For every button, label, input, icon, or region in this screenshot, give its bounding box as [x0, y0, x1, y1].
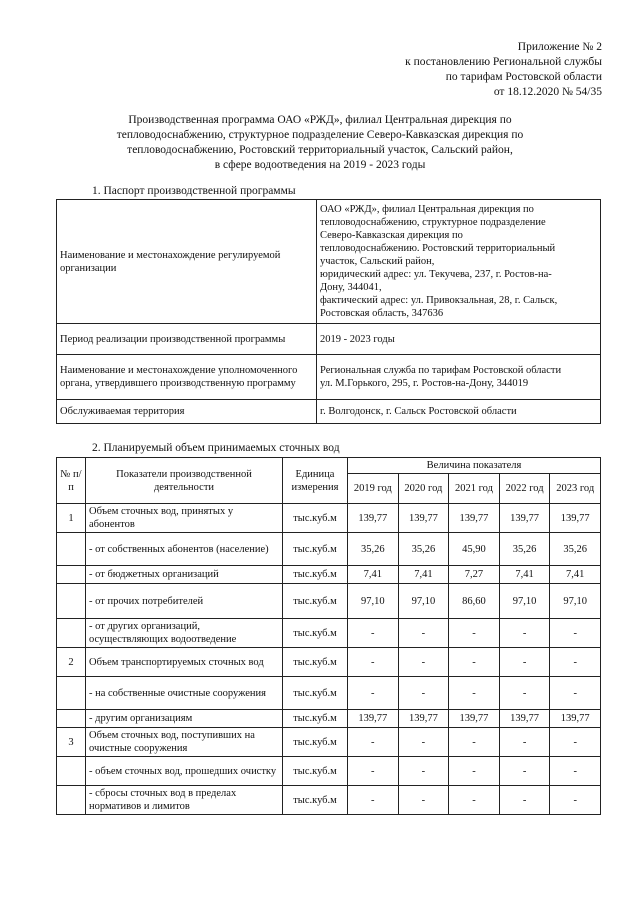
- row-value: 97,10: [398, 584, 449, 619]
- row-name: - от бюджетных организаций: [86, 566, 283, 584]
- row-value: -: [499, 757, 550, 786]
- passport-row: [57, 200, 601, 324]
- value-line: фактический адрес: ул. Привокзальная, 28, г. Сальск,: [320, 295, 558, 306]
- appendix-line: от 18.12.2020 № 54/35: [493, 86, 602, 98]
- row-value: -: [398, 786, 449, 815]
- row-value: -: [550, 648, 601, 677]
- row-value: 139,77: [348, 504, 399, 533]
- title-line: Производственная программа ОАО «РЖД», филиал Центральная дирекция по: [128, 114, 512, 126]
- row-value: -: [499, 648, 550, 677]
- row-unit: тыс.куб.м: [283, 648, 348, 677]
- row-unit: тыс.куб.м: [283, 677, 348, 710]
- header-year: 2020 год: [398, 474, 449, 504]
- row-value: -: [550, 757, 601, 786]
- row-value: 35,26: [550, 533, 601, 566]
- row-num: [57, 757, 86, 786]
- row-value: -: [398, 619, 449, 648]
- row-name: - от прочих потребителей: [86, 584, 283, 619]
- row-value: 7,27: [449, 566, 500, 584]
- table-row: [57, 584, 601, 619]
- passport-value: [317, 324, 601, 355]
- header-indicator: Показатели производственной деятельности: [86, 458, 283, 504]
- row-unit: тыс.куб.м: [283, 619, 348, 648]
- row-num: [57, 584, 86, 619]
- header-unit: Единица измерения: [283, 458, 348, 504]
- row-value: -: [449, 786, 500, 815]
- row-value: 97,10: [499, 584, 550, 619]
- passport-key: Наименование и местонахождение уполномоченного органа, утвердившего производственную программу: [57, 355, 317, 400]
- row-num: [57, 710, 86, 728]
- row-value: -: [398, 648, 449, 677]
- title-line: в сфере водоотведения на 2019 - 2023 годы: [214, 159, 426, 171]
- row-value: 35,26: [398, 533, 449, 566]
- row-name: Объем сточных вод, принятых у абонентов: [86, 504, 283, 533]
- table-row: [57, 648, 601, 677]
- title-line: тепловодоснабжению, Ростовский территориальный участок, Сальский район,: [127, 144, 513, 156]
- value-line: ОАО «РЖД», филиал Центральная дирекция по: [320, 204, 534, 215]
- plan-table: [56, 457, 601, 815]
- table-row: [57, 728, 601, 757]
- row-value: -: [550, 677, 601, 710]
- document-title: [60, 113, 580, 173]
- row-name: - на собственные очистные сооружения: [86, 677, 283, 710]
- row-value: 139,77: [550, 504, 601, 533]
- plan-table-body: [57, 504, 601, 815]
- row-value: -: [449, 677, 500, 710]
- row-value: 86,60: [449, 584, 500, 619]
- passport-row: [57, 400, 601, 424]
- passport-key: Период реализации производственной программы: [57, 324, 317, 355]
- row-value: -: [449, 648, 500, 677]
- row-value: -: [449, 619, 500, 648]
- appendix-header: [405, 40, 602, 100]
- table-row: [57, 504, 601, 533]
- value-line: тепловодоснабжению, структурное подразделение: [320, 217, 546, 228]
- value-line: Северо-Кавказская дирекция по: [320, 230, 463, 241]
- row-value: -: [499, 619, 550, 648]
- row-value: -: [499, 786, 550, 815]
- row-value: 139,77: [499, 710, 550, 728]
- value-line: 2019 - 2023 годы: [320, 333, 395, 345]
- row-name: - другим организациям: [86, 710, 283, 728]
- row-value: -: [449, 728, 500, 757]
- row-value: -: [348, 728, 399, 757]
- value-line: Дону, 344041,: [320, 282, 382, 293]
- row-name: - сбросы сточных вод в пределах нормативов и лимитов: [86, 786, 283, 815]
- row-value: -: [398, 757, 449, 786]
- passport-value: [317, 200, 601, 324]
- row-num: [57, 786, 86, 815]
- value-line: участок, Сальский район,: [320, 256, 435, 267]
- header-year: 2023 год: [550, 474, 601, 504]
- value-line: г. Волгодонск, г. Сальск Ростовской области: [320, 406, 517, 417]
- row-value: -: [348, 677, 399, 710]
- table-row: [57, 786, 601, 815]
- table-row: [57, 619, 601, 648]
- header-value: Величина показателя: [348, 458, 601, 474]
- header-year: 2019 год: [348, 474, 399, 504]
- row-value: 45,90: [449, 533, 500, 566]
- passport-key: Обслуживаемая территория: [57, 400, 317, 424]
- row-value: 35,26: [348, 533, 399, 566]
- row-unit: тыс.куб.м: [283, 786, 348, 815]
- header-year: 2022 год: [499, 474, 550, 504]
- row-value: 139,77: [550, 710, 601, 728]
- row-name: - от других организаций, осуществляющих водоотведение: [86, 619, 283, 648]
- row-num: 2: [57, 648, 86, 677]
- row-value: -: [398, 728, 449, 757]
- section2-heading: 2. Планируемый объем принимаемых сточных вод: [92, 442, 340, 454]
- row-name: - от собственных абонентов (население): [86, 533, 283, 566]
- row-num: [57, 677, 86, 710]
- title-line: тепловодоснабжению, структурное подразделение Северо-Кавказская дирекция по: [116, 129, 524, 141]
- row-value: 35,26: [499, 533, 550, 566]
- row-num: [57, 566, 86, 584]
- row-unit: тыс.куб.м: [283, 728, 348, 757]
- value-line: Ростовская область, 347636: [320, 308, 444, 319]
- value-line: юридический адрес: ул. Текучева, 237, г. Ростов-на-: [320, 269, 552, 280]
- passport-key: Наименование и местонахождение регулируемой организации: [57, 200, 317, 324]
- row-value: 139,77: [398, 710, 449, 728]
- table-row: [57, 533, 601, 566]
- appendix-line: Приложение № 2: [517, 41, 602, 53]
- row-value: -: [348, 786, 399, 815]
- passport-row: [57, 324, 601, 355]
- header-num: № п/п: [57, 458, 86, 504]
- row-value: 139,77: [449, 504, 500, 533]
- row-name: Объем транспортируемых сточных вод: [86, 648, 283, 677]
- passport-value: [317, 400, 601, 424]
- row-num: [57, 619, 86, 648]
- passport-value: [317, 355, 601, 400]
- row-value: -: [348, 648, 399, 677]
- row-value: -: [550, 619, 601, 648]
- row-value: -: [550, 786, 601, 815]
- appendix-line: по тарифам Ростовской области: [445, 71, 602, 83]
- row-value: -: [499, 677, 550, 710]
- row-value: -: [398, 677, 449, 710]
- row-value: 139,77: [499, 504, 550, 533]
- passport-row: [57, 355, 601, 400]
- row-value: -: [348, 619, 399, 648]
- row-value: -: [449, 757, 500, 786]
- row-value: 7,41: [398, 566, 449, 584]
- header-year: 2021 год: [449, 474, 500, 504]
- row-num: 3: [57, 728, 86, 757]
- row-num: 1: [57, 504, 86, 533]
- row-value: 139,77: [348, 710, 399, 728]
- passport-table: [56, 199, 601, 424]
- row-value: 139,77: [398, 504, 449, 533]
- row-value: 97,10: [550, 584, 601, 619]
- value-line: тепловодоснабжению. Ростовский территориальный: [320, 243, 556, 254]
- row-value: 97,10: [348, 584, 399, 619]
- value-line: ул. М.Горького, 295, г. Ростов-на-Дону, 344019: [320, 378, 529, 389]
- row-value: 7,41: [499, 566, 550, 584]
- row-value: 139,77: [449, 710, 500, 728]
- row-value: -: [348, 757, 399, 786]
- row-unit: тыс.куб.м: [283, 504, 348, 533]
- table-row: [57, 677, 601, 710]
- row-name: Объем сточных вод, поступивших на очистные сооружения: [86, 728, 283, 757]
- row-unit: тыс.куб.м: [283, 584, 348, 619]
- row-unit: тыс.куб.м: [283, 533, 348, 566]
- row-value: 7,41: [550, 566, 601, 584]
- section1-heading: 1. Паспорт производственной программы: [92, 185, 296, 197]
- row-value: -: [550, 728, 601, 757]
- row-unit: тыс.куб.м: [283, 710, 348, 728]
- row-unit: тыс.куб.м: [283, 757, 348, 786]
- table-row: [57, 757, 601, 786]
- row-unit: тыс.куб.м: [283, 566, 348, 584]
- appendix-line: к постановлению Региональной службы: [405, 56, 602, 68]
- table-row: [57, 566, 601, 584]
- row-value: 7,41: [348, 566, 399, 584]
- row-value: -: [499, 728, 550, 757]
- header-row: [57, 458, 601, 474]
- row-num: [57, 533, 86, 566]
- table-row: [57, 710, 601, 728]
- value-line: Региональная служба по тарифам Ростовской области: [320, 365, 562, 376]
- row-name: - объем сточных вод, прошедших очистку: [86, 757, 283, 786]
